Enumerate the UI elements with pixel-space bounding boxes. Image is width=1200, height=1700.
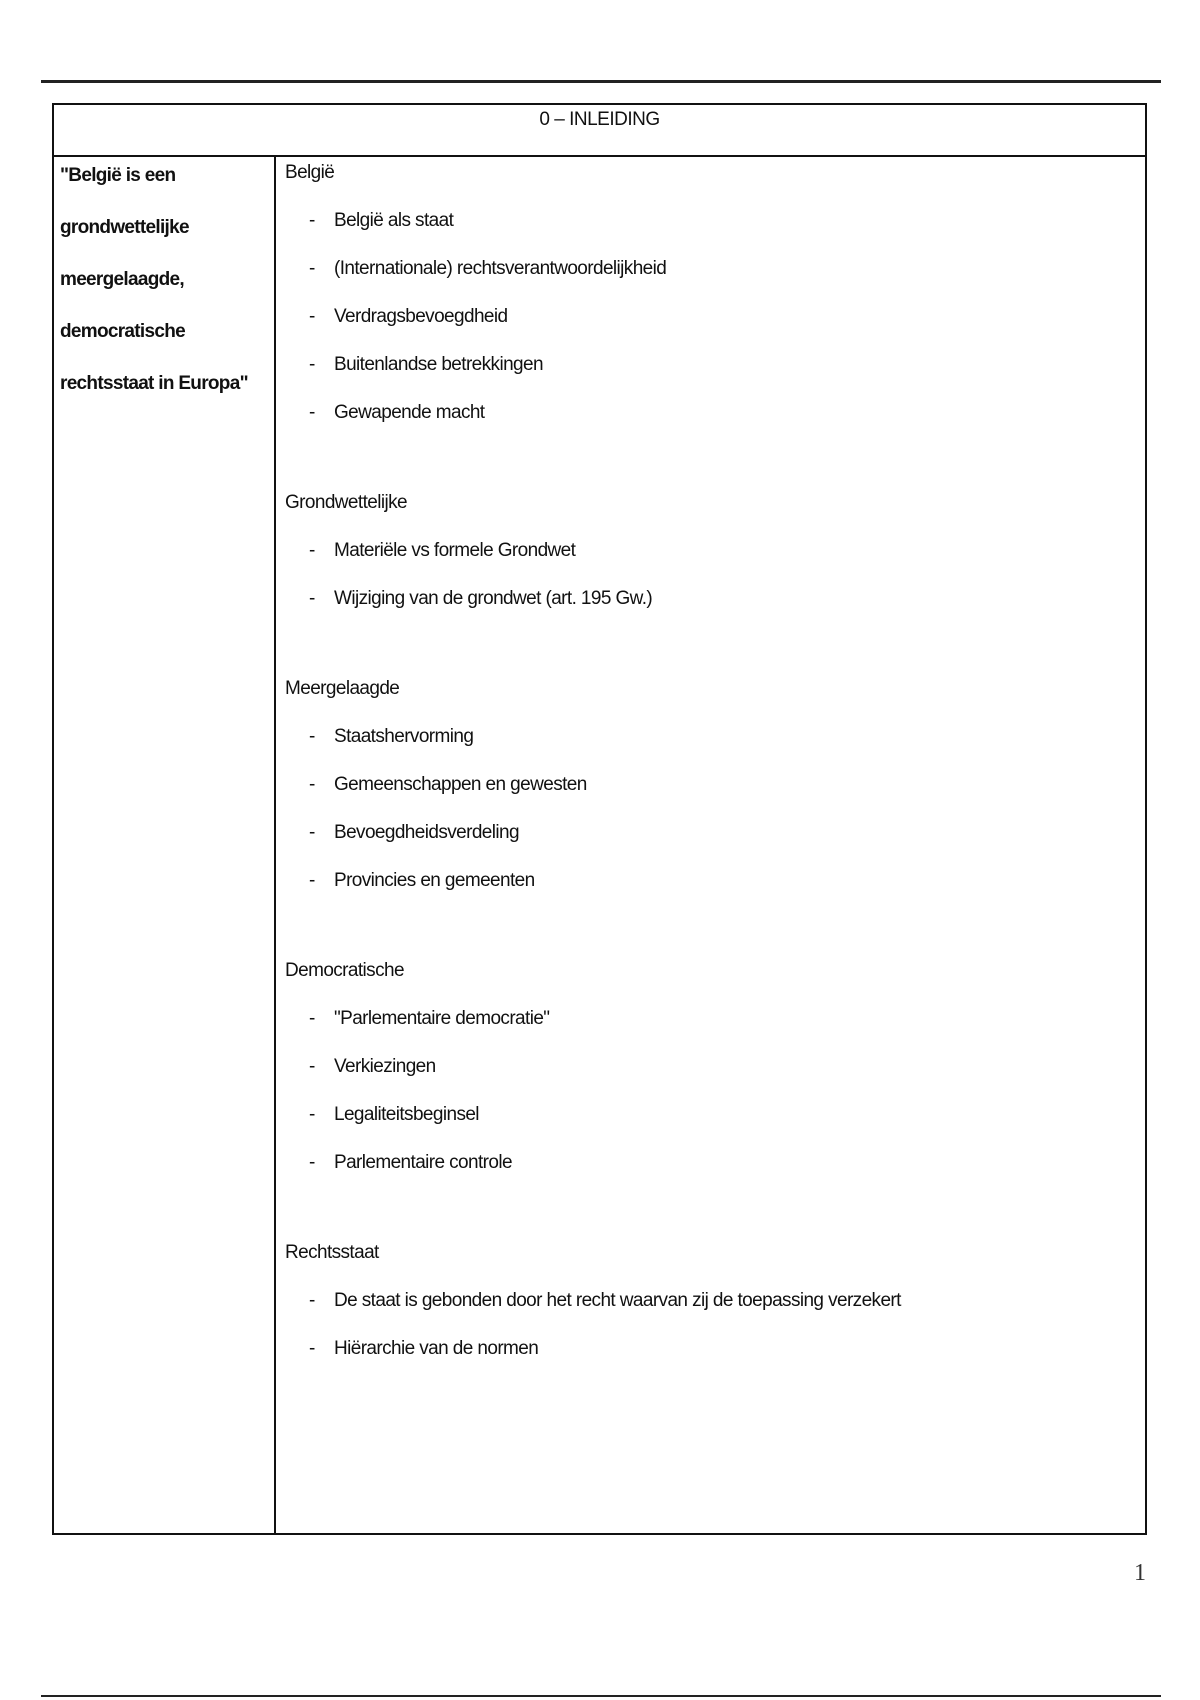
bullet-dash: - xyxy=(309,1056,315,1077)
list-item xyxy=(284,869,1145,893)
topic-section xyxy=(284,677,1145,893)
section-items xyxy=(284,1289,1145,1361)
bullet-dash: - xyxy=(309,774,315,795)
list-item-text: Legaliteitsbeginsel xyxy=(334,1104,479,1125)
list-item-text: Bevoegdheidsverdeling xyxy=(334,822,519,843)
bullet-dash: - xyxy=(309,1152,315,1173)
list-item-text: Gewapende macht xyxy=(334,402,485,423)
list-item xyxy=(284,821,1145,845)
list-item xyxy=(284,353,1145,377)
list-item-text: Hiërarchie van de normen xyxy=(334,1338,539,1359)
list-item xyxy=(284,773,1145,797)
list-item xyxy=(284,257,1145,281)
list-item-text: "Parlementaire democratie" xyxy=(334,1008,550,1029)
list-item xyxy=(284,1007,1145,1031)
bullet-dash: - xyxy=(309,726,315,747)
list-item xyxy=(284,1337,1145,1361)
bullet-dash: - xyxy=(309,402,315,423)
section-items xyxy=(284,725,1145,893)
section-items xyxy=(284,1007,1145,1175)
section-title: Democratische xyxy=(285,960,404,981)
bullet-dash: - xyxy=(309,306,315,327)
list-item-text: Gemeenschappen en gewesten xyxy=(334,774,587,795)
bottom-rule xyxy=(41,1695,1161,1697)
topic-section xyxy=(284,959,1145,1175)
list-item-text: Parlementaire controle xyxy=(334,1152,512,1173)
topics-column xyxy=(276,157,1145,1533)
list-item xyxy=(284,1055,1145,1079)
section-title: Rechtsstaat xyxy=(285,1242,379,1263)
section-items xyxy=(284,209,1145,425)
thesis-column xyxy=(54,157,276,1533)
table-body xyxy=(54,157,1145,1533)
page-number: 1 xyxy=(1134,1560,1146,1586)
bullet-dash: - xyxy=(309,354,315,375)
list-item-text: Buitenlandse betrekkingen xyxy=(334,354,543,375)
list-item xyxy=(284,1289,1145,1313)
thesis-statement: "België is een grondwettelijke meergelaagde, democratische rechtsstaat in Europa" xyxy=(60,165,248,394)
section-title: België xyxy=(285,162,335,183)
list-item-text: Verkiezingen xyxy=(334,1056,436,1077)
table-header: 0 – INLEIDING xyxy=(54,105,1145,157)
bullet-dash: - xyxy=(309,822,315,843)
list-item xyxy=(284,725,1145,749)
bullet-dash: - xyxy=(309,1008,315,1029)
bullet-dash: - xyxy=(309,540,315,561)
bullet-dash: - xyxy=(309,1338,315,1359)
bullet-dash: - xyxy=(309,1104,315,1125)
bullet-dash: - xyxy=(309,210,315,231)
list-item xyxy=(284,1151,1145,1175)
bullet-dash: - xyxy=(309,258,315,279)
list-item xyxy=(284,539,1145,563)
section-title: Grondwettelijke xyxy=(285,492,407,513)
list-item-text: België als staat xyxy=(334,210,454,231)
list-item xyxy=(284,209,1145,233)
top-rule xyxy=(41,80,1161,83)
topic-section xyxy=(284,161,1145,425)
list-item xyxy=(284,1103,1145,1127)
list-item-text: Verdragsbevoegdheid xyxy=(334,306,508,327)
bullet-dash: - xyxy=(309,588,315,609)
list-item-text: De staat is gebonden door het recht waarvan zij de toepassing verzekert xyxy=(334,1290,901,1311)
list-item xyxy=(284,401,1145,425)
list-item-text: Materiële vs formele Grondwet xyxy=(334,540,576,561)
bullet-dash: - xyxy=(309,870,315,891)
topic-section xyxy=(284,491,1145,611)
topic-section xyxy=(284,1241,1145,1361)
bullet-dash: - xyxy=(309,1290,315,1311)
section-items xyxy=(284,539,1145,611)
outline-table xyxy=(52,103,1147,1535)
section-title: Meergelaagde xyxy=(285,678,400,699)
list-item xyxy=(284,587,1145,611)
list-item-text: Wijziging van de grondwet (art. 195 Gw.) xyxy=(334,588,653,609)
list-item-text: Provincies en gemeenten xyxy=(334,870,535,891)
list-item-text: (Internationale) rechtsverantwoordelijkheid xyxy=(334,258,667,279)
list-item-text: Staatshervorming xyxy=(334,726,474,747)
list-item xyxy=(284,305,1145,329)
